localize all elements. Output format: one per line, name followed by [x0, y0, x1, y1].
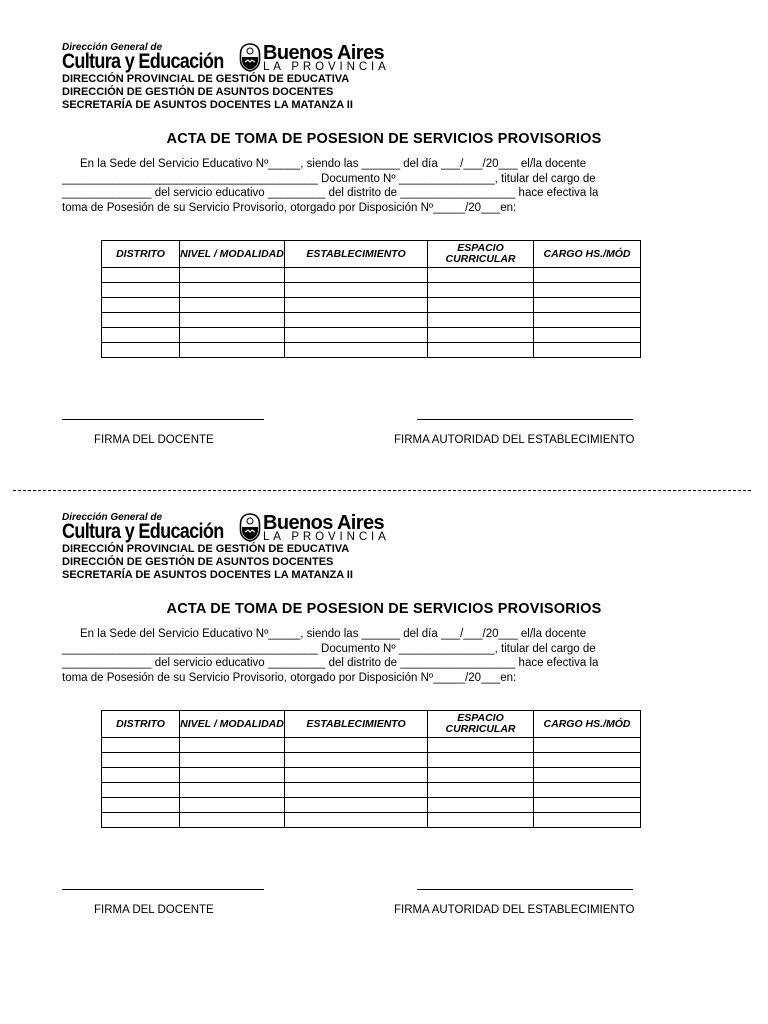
table-row: [102, 283, 641, 298]
table-cell[interactable]: [102, 738, 180, 753]
table-cell[interactable]: [180, 268, 285, 283]
logo-la-provincia: LA PROVINCIA: [263, 531, 390, 543]
table-cell[interactable]: [285, 798, 428, 813]
logo-direccion-general: Dirección General de: [62, 42, 163, 53]
paragraph-line: En la Sede del Servicio Educativo Nº_____, siendo las ______ del día ___/___/20___ el/la docente: [80, 158, 587, 170]
positions-table: [101, 710, 641, 828]
paragraph-line: En la Sede del Servicio Educativo Nº_____, siendo las ______ del día ___/___/20___ el/la docente: [80, 628, 587, 640]
signature-label-autoridad: FIRMA AUTORIDAD DEL ESTABLECIMIENTO: [394, 434, 635, 446]
header-line: DIRECCIÓN PROVINCIAL DE GESTIÓN DE EDUCATIVA: [62, 543, 350, 555]
table-cell[interactable]: [534, 798, 641, 813]
table-cell[interactable]: [285, 343, 428, 358]
acta-paragraph: [62, 157, 703, 215]
table-cell[interactable]: [180, 798, 285, 813]
table-cell[interactable]: [534, 283, 641, 298]
signature-label-docente: FIRMA DEL DOCENTE: [94, 904, 214, 916]
table-row: [102, 313, 641, 328]
table-cell[interactable]: [428, 798, 534, 813]
table-row: [102, 813, 641, 828]
table-cell[interactable]: [102, 268, 180, 283]
column-header: CARGO HS./MÓD: [534, 711, 641, 738]
table-cell[interactable]: [534, 768, 641, 783]
table-cell[interactable]: [285, 783, 428, 798]
table-cell[interactable]: [428, 753, 534, 768]
table-cell[interactable]: [428, 783, 534, 798]
table-cell[interactable]: [428, 298, 534, 313]
paragraph-line: ________________________________________ Documento Nº _______________, titular del cargo de: [62, 642, 596, 655]
table-cell[interactable]: [534, 328, 641, 343]
table-cell[interactable]: [534, 343, 641, 358]
column-header: NIVEL / MODALIDAD: [180, 241, 285, 268]
header-line: DIRECCIÓN PROVINCIAL DE GESTIÓN DE EDUCATIVA: [62, 73, 350, 85]
table-cell[interactable]: [428, 813, 534, 828]
paragraph-line: ______________ del servicio educativo _________ del distrito de __________________ hace efectiva la: [62, 657, 599, 669]
table-cell[interactable]: [428, 768, 534, 783]
table-cell[interactable]: [428, 283, 534, 298]
province-shield-icon: [239, 43, 261, 72]
logo-buenos-aires: Buenos Aires: [263, 512, 384, 534]
province-shield-icon: [239, 513, 261, 542]
table-cell[interactable]: [102, 343, 180, 358]
logo-la-provincia: LA PROVINCIA: [263, 61, 390, 73]
column-header: DISTRITO: [102, 711, 180, 738]
acta-form-bottom: [0, 470, 768, 940]
signature-label-autoridad: FIRMA AUTORIDAD DEL ESTABLECIMIENTO: [394, 904, 635, 916]
table-header-row: [102, 711, 641, 738]
institution-header: [62, 543, 353, 582]
table-cell[interactable]: [285, 768, 428, 783]
table-cell[interactable]: [285, 328, 428, 343]
table-cell[interactable]: [428, 738, 534, 753]
signature-line-autoridad: [417, 889, 633, 890]
table-cell[interactable]: [180, 328, 285, 343]
table-cell[interactable]: [428, 343, 534, 358]
table-cell[interactable]: [102, 813, 180, 828]
header-line: DIRECCIÓN DE GESTIÓN DE ASUNTOS DOCENTES: [62, 86, 334, 98]
column-header: NIVEL / MODALIDAD: [180, 711, 285, 738]
table-cell[interactable]: [285, 753, 428, 768]
table-header-row: [102, 241, 641, 268]
table-cell[interactable]: [180, 768, 285, 783]
table-cell[interactable]: [102, 768, 180, 783]
table-cell[interactable]: [180, 783, 285, 798]
table-cell[interactable]: [285, 313, 428, 328]
table-row: [102, 343, 641, 358]
table-cell[interactable]: [534, 813, 641, 828]
table-cell[interactable]: [102, 798, 180, 813]
paragraph-line: toma de Posesión de su Servicio Provisorio, otorgado por Disposición Nº_____/20___en:: [62, 671, 517, 684]
table-cell[interactable]: [102, 783, 180, 798]
header-line: SECRETARÍA DE ASUNTOS DOCENTES LA MATANZA II: [62, 99, 353, 111]
column-header: DISTRITO: [102, 241, 180, 268]
table-cell[interactable]: [285, 813, 428, 828]
logo-buenos-aires: Buenos Aires: [263, 42, 384, 64]
table-cell[interactable]: [180, 813, 285, 828]
column-header: ESTABLECIMIENTO: [285, 241, 428, 268]
table-cell[interactable]: [285, 298, 428, 313]
column-header: ESPACIO CURRICULAR: [428, 711, 534, 738]
table-cell[interactable]: [285, 738, 428, 753]
header-line: DIRECCIÓN DE GESTIÓN DE ASUNTOS DOCENTES: [62, 556, 334, 568]
table-cell[interactable]: [180, 753, 285, 768]
table-cell[interactable]: [534, 783, 641, 798]
column-header: ESPACIO CURRICULAR: [428, 241, 534, 268]
paragraph-line: ______________ del servicio educativo _________ del distrito de __________________ hace efectiva la: [62, 187, 599, 199]
table-row: [102, 753, 641, 768]
table-cell[interactable]: [180, 313, 285, 328]
table-cell[interactable]: [428, 313, 534, 328]
logo-cultura-educacion: Cultura y Educación: [62, 520, 224, 543]
table-cell[interactable]: [534, 268, 641, 283]
institution-header: [62, 73, 353, 112]
document-title: ACTA DE TOMA DE POSESION DE SERVICIOS PROVISORIOS: [166, 131, 602, 147]
table-cell[interactable]: [102, 283, 180, 298]
logo-cultura-educacion: Cultura y Educación: [62, 50, 224, 73]
signature-line-docente: [62, 419, 264, 420]
table-cell[interactable]: [180, 283, 285, 298]
document-title: ACTA DE TOMA DE POSESION DE SERVICIOS PROVISORIOS: [166, 601, 602, 617]
column-header: CARGO HS./MÓD: [534, 241, 641, 268]
table-cell[interactable]: [534, 313, 641, 328]
table-row: [102, 768, 641, 783]
logo-direccion-general: Dirección General de: [62, 512, 163, 523]
table-cell[interactable]: [102, 753, 180, 768]
table-row: [102, 738, 641, 753]
table-cell[interactable]: [102, 328, 180, 343]
table-cell[interactable]: [102, 313, 180, 328]
acta-paragraph: [62, 627, 703, 685]
table-cell[interactable]: [534, 738, 641, 753]
column-header: ESTABLECIMIENTO: [285, 711, 428, 738]
table-cell[interactable]: [534, 298, 641, 313]
table-row: [102, 798, 641, 813]
table-row: [102, 268, 641, 283]
acta-form-top: [0, 0, 768, 470]
header-line: SECRETARÍA DE ASUNTOS DOCENTES LA MATANZA II: [62, 569, 353, 581]
table-cell[interactable]: [102, 298, 180, 313]
table-cell[interactable]: [285, 268, 428, 283]
paragraph-line: toma de Posesión de su Servicio Provisorio, otorgado por Disposición Nº_____/20___en:: [62, 201, 517, 214]
table-row: [102, 328, 641, 343]
signature-line-docente: [62, 889, 264, 890]
table-cell[interactable]: [428, 328, 534, 343]
table-cell[interactable]: [534, 753, 641, 768]
signature-line-autoridad: [417, 419, 633, 420]
table-cell[interactable]: [428, 268, 534, 283]
table-cell[interactable]: [285, 283, 428, 298]
signature-label-docente: FIRMA DEL DOCENTE: [94, 434, 214, 446]
positions-table: [101, 240, 641, 358]
table-cell[interactable]: [180, 298, 285, 313]
table-row: [102, 783, 641, 798]
table-cell[interactable]: [180, 343, 285, 358]
table-cell[interactable]: [180, 738, 285, 753]
table-row: [102, 298, 641, 313]
paragraph-line: ________________________________________ Documento Nº _______________, titular del cargo de: [62, 172, 596, 185]
